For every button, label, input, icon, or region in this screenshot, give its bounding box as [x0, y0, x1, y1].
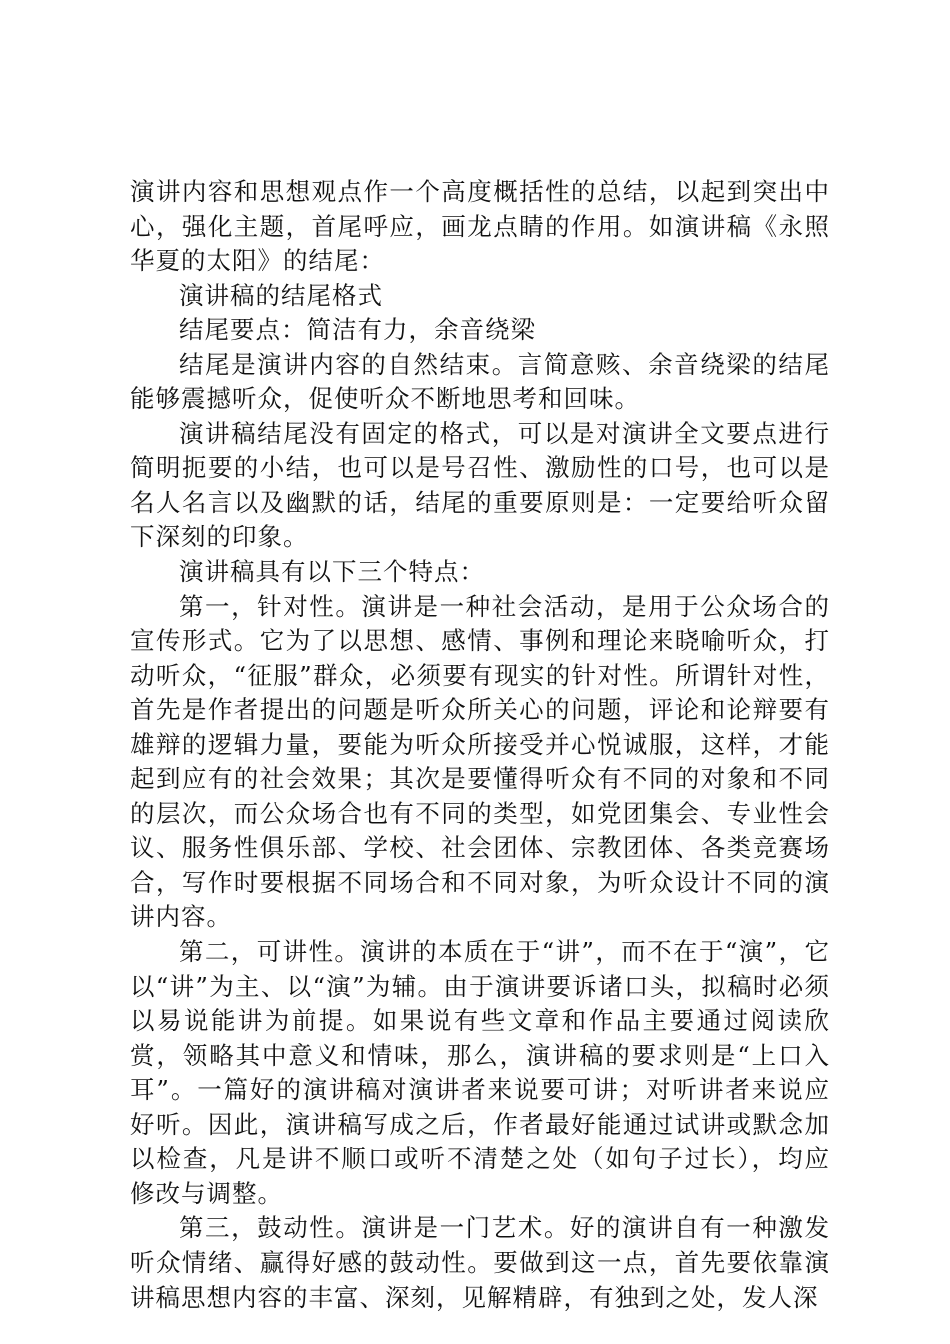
paragraph-8: 第二，可讲性。演讲的本质在于“讲”，而不在于“演”，它以“讲”为主、以“演”为辅。由于演讲要诉诸口头，拟稿时必须以易说能讲为前提。如果说有些文章和作品主要通过阅读欣赏，领略其中意义和情味，那么，演讲稿的要求则是“上口入耳”。一篇好的演讲稿对演讲者来说要可讲；对听讲者来说应好听。因此，演讲稿写成之后，作者最好能通过试讲或默念加以检查，凡是讲不顺口或听不清楚之处（如句子过长），均应修改与调整。 — [130, 937, 830, 1208]
paragraph-9: 第三，鼓动性。演讲是一门艺术。好的演讲自有一种激发听众情绪、赢得好感的鼓动性。要做到这一点，首先要依靠演讲稿思想内容的丰富、深刻，见解精辟，有独到之处，发人深 — [130, 1213, 830, 1312]
paragraph-1: 演讲内容和思想观点作一个高度概括性的总结，以起到突出中心，强化主题，首尾呼应，画龙点睛的作用。如演讲稿《永照华夏的太阳》的结尾： — [130, 177, 830, 276]
paragraph-5: 演讲稿结尾没有固定的格式，可以是对演讲全文要点进行简明扼要的小结，也可以是号召性、激励性的口号，也可以是名人名言以及幽默的话，结尾的重要原则是：一定要给听众留下深刻的印象。 — [130, 418, 830, 552]
document-body — [130, 175, 830, 1315]
paragraph-3: 结尾要点：简洁有力，余音绕梁 — [179, 315, 536, 345]
paragraph-7: 第一，针对性。演讲是一种社会活动，是用于公众场合的宣传形式。它为了以思想、感情、事例和理论来晓喻听众，打动听众，“征服”群众，必须要有现实的针对性。所谓针对性，首先是作者提出的问题是听众所关心的问题，评论和论辩要有雄辩的逻辑力量，要能为听众所接受并心悦诚服，这样，才能起到应有的社会效果；其次是要懂得听众有不同的对象和不同的层次，而公众场合也有不同的类型，如党团集会、专业性会议、服务性俱乐部、学校、社会团体、宗教团体、各类竞赛场合，写作时要根据不同场合和不同对象，为听众设计不同的演讲内容。 — [130, 591, 830, 932]
paragraph-4: 结尾是演讲内容的自然结束。言简意赅、余音绕梁的结尾能够震撼听众，促使听众不断地思考和回味。 — [130, 349, 830, 414]
paragraph-6: 演讲稿具有以下三个特点： — [179, 557, 485, 587]
paragraph-2: 演讲稿的结尾格式 — [179, 280, 383, 310]
